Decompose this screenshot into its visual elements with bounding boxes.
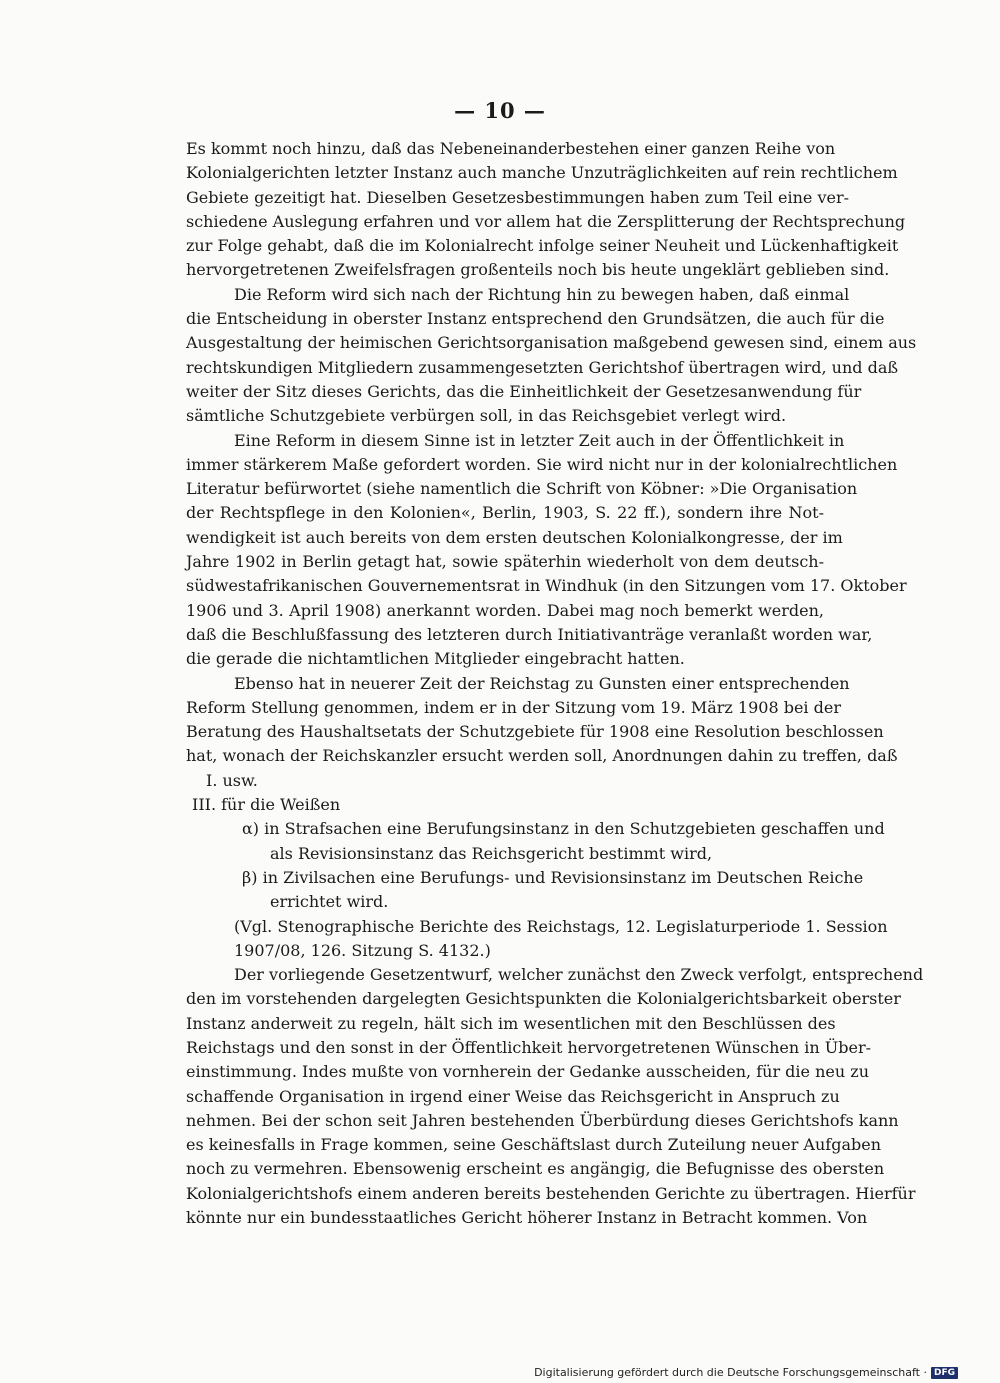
text-line: Der vorliegende Gesetzentwurf, welcher zunächst den Zweck verfolgt, entsprechend [234, 965, 924, 985]
text-line: hat, wonach der Reichskanzler ersucht werden soll, Anordnungen dahin zu treffen, daß [186, 746, 898, 766]
text-line: weiter der Sitz dieses Gerichts, das die Einheitlichkeit der Gesetzesanwendung für [186, 381, 862, 401]
text-line: könnte nur ein bundesstaatliches Gericht höherer Instanz in Betracht kommen. Von [186, 1208, 868, 1228]
text-line: wendigkeit ist auch bereits von dem ersten deutschen Kolonialkongresse, der im [186, 527, 843, 547]
text-line: schaffende Organisation in irgend einer Weise das Reichsgericht in Anspruch zu [186, 1086, 840, 1106]
text-line: 1906 und 3. April 1908) anerkannt worden. Dabei mag noch bemerkt werden, [186, 600, 824, 620]
text-line: nehmen. Bei der schon seit Jahren bestehenden Überbürdung dieses Gerichtshofs kann [186, 1110, 899, 1130]
text-line: die gerade die nichtamtlichen Mitglieder eingebracht hatten. [186, 649, 685, 669]
text-line: den im vorstehenden dargelegten Gesichtspunkten die Kolonialgerichtsbarkeit oberster [186, 989, 901, 1009]
text-line: noch zu vermehren. Ebensowenig erscheint es angängig, die Befugnisse des obersten [186, 1159, 885, 1179]
text-line: hervorgetretenen Zweifelsfragen großenteils noch bis heute ungeklärt geblieben sind. [186, 260, 890, 280]
text-line: rechtskundigen Mitgliedern zusammengesetzten Gerichtshof übertragen wird, und daß [186, 357, 899, 377]
text-line: Beratung des Haushaltsetats der Schutzgebiete für 1908 eine Resolution beschlossen [186, 722, 884, 742]
text-line: Reform Stellung genommen, indem er in der Sitzung vom 19. März 1908 bei der [186, 697, 841, 717]
list-item-roman: III. für die Weißen [192, 795, 341, 815]
text-line: Eine Reform in diesem Sinne ist in letzter Zeit auch in der Öffentlichkeit in [234, 430, 845, 450]
text-line: Gebiete gezeitigt hat. Dieselben Gesetzesbestimmungen haben zum Teil eine ver- [186, 187, 850, 207]
text-line: südwestafrikanischen Gouvernementsrat in Windhuk (in den Sitzungen vom 17. Oktober [186, 576, 907, 596]
citation-line: 1907/08, 126. Sitzung S. 4132.) [234, 940, 491, 960]
list-item-greek: β) in Zivilsachen eine Berufungs- und Revisionsinstanz im Deutschen Reiche [242, 867, 864, 887]
digitization-footer [534, 1366, 958, 1379]
text-line: daß die Beschlußfassung des letzteren durch Initiativanträge veranlaßt worden war, [186, 624, 873, 644]
text-line: es keinesfalls in Frage kommen, seine Geschäftslast durch Zuteilung neuer Aufgaben [186, 1135, 881, 1155]
text-line: die Entscheidung in oberster Instanz entsprechend den Grundsätzen, die auch für die [186, 309, 885, 329]
list-item-greek: α) in Strafsachen eine Berufungsinstanz in den Schutzgebieten geschaffen und [242, 819, 885, 839]
text-line: sämtliche Schutzgebiete verbürgen soll, in das Reichsgebiet verlegt wird. [186, 406, 787, 426]
text-line: Kolonialgerichtshofs einem anderen bereits bestehenden Gerichte zu übertragen. Hierfür [186, 1183, 916, 1203]
text-line: einstimmung. Indes mußte von vornherein der Gedanke ausscheiden, für die neu zu [186, 1062, 869, 1082]
text-line: zur Folge gehabt, daß die im Kolonialrecht infolge seiner Neuheit und Lückenhaftigkeit [186, 236, 899, 256]
text-line: Ausgestaltung der heimischen Gerichtsorganisation maßgebend gewesen sind, einem aus [186, 333, 917, 353]
list-item-continuation: errichtet wird. [270, 892, 389, 912]
text-line: Ebenso hat in neuerer Zeit der Reichstag zu Gunsten einer entsprechenden [234, 673, 850, 693]
list-item-continuation: als Revisionsinstanz das Reichsgericht bestimmt wird, [270, 843, 713, 863]
text-line: Instanz anderweit zu regeln, hält sich im wesentlichen mit den Beschlüssen des [186, 1013, 836, 1033]
text-line: Es kommt noch hinzu, daß das Nebeneinanderbestehen einer ganzen Reihe von [186, 139, 836, 158]
text-line: Kolonialgerichten letzter Instanz auch manche Unzuträglichkeiten auf rein rechtlichem [186, 163, 898, 183]
footer-text: Digitalisierung gefördert durch die Deutsche Forschungsgemeinschaft · [534, 1366, 927, 1379]
text-line: Literatur befürwortet (siehe namentlich die Schrift von Köbner: »Die Organisation [186, 479, 858, 499]
text-line: schiedene Auslegung erfahren und vor allem hat die Zersplitterung der Rechtsprechung [186, 211, 906, 231]
citation-line: (Vgl. Stenographische Berichte des Reichstags, 12. Legislaturperiode 1. Session [234, 916, 888, 936]
page-number: — 10 — [454, 98, 546, 123]
text-line: Jahre 1902 in Berlin getagt hat, sowie späterhin wiederholt von dem deutsch- [186, 552, 824, 572]
document-body [186, 137, 924, 1230]
text-line: der Rechtspflege in den Kolonien«, Berlin, 1903, S. 22 ff.), sondern ihre Not- [186, 503, 824, 523]
dfg-logo-icon: DFG [931, 1367, 958, 1379]
list-item-roman: I. usw. [206, 770, 258, 790]
text-line: immer stärkerem Maße gefordert worden. Sie wird nicht nur in der kolonialrechtlichen [186, 454, 898, 474]
text-line: Die Reform wird sich nach der Richtung hin zu bewegen haben, daß einmal [234, 284, 850, 304]
text-line: Reichstags und den sonst in der Öffentlichkeit hervorgetretenen Wünschen in Über- [186, 1037, 872, 1057]
